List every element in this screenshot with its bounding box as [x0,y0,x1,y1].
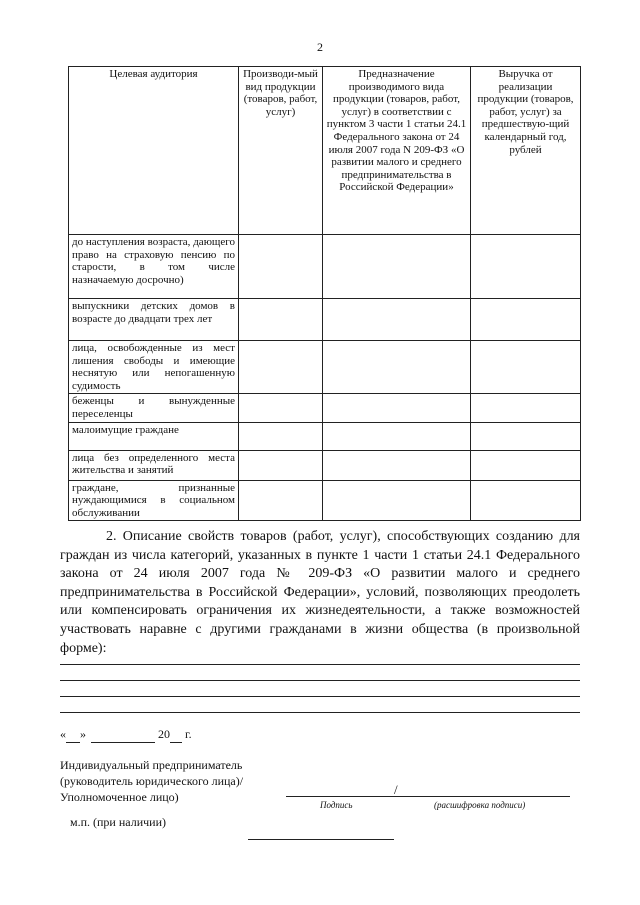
table-row [69,299,581,341]
category-cell: граждане, признанные нуждающимися в социальном обслуживании [69,480,239,521]
section-2-description: 2. Описание свойств товаров (работ, услуг), способствующих созданию для граждан из числа категорий, указанных в пункте 1 части 1 статьи 24.1 Федерального закона от 24 июля 2007 года № 209-ФЗ «О развитии малого и среднего предпринимательства в Российской Федерации», условий, позволяющих преодолеть или компенсировать ограничения их жизнедеятельности, а также возможностей участвовать наравне с другими гражданами в жизни общества (в произвольной форме): [60,529,580,656]
year-prefix: 20 [158,727,170,741]
signer-line-1: Индивидуальный предприниматель [60,758,243,772]
empty-cell[interactable] [323,450,471,480]
answer-line[interactable] [60,664,580,665]
empty-cell[interactable] [239,341,323,394]
header-product-purpose: Предназначение производимого вида продукции (товаров, работ, услуг) в соответствии с пунктом 3 части 1 статьи 24.1 Федерального закона от 24 июля 2007 года N 209-ФЗ «О развитии малого и среднего предпринимательства в Российской Федерации» [323,67,471,235]
header-target-audience: Целевая аудитория [69,67,239,235]
signature-caption: Подпись [320,800,353,810]
category-cell: беженцы и вынужденные переселенцы [69,394,239,422]
target-audience-table [68,66,581,521]
table-row [69,341,581,394]
table-row [69,235,581,299]
category-cell: малоимущие граждане [69,422,239,450]
empty-cell[interactable] [471,341,581,394]
signature-slash: / [394,782,398,797]
stamp-line [248,839,394,840]
empty-cell[interactable] [239,480,323,521]
empty-cell[interactable] [323,341,471,394]
table-row [69,480,581,521]
empty-cell[interactable] [239,450,323,480]
empty-cell[interactable] [323,422,471,450]
empty-cell[interactable] [239,235,323,299]
date-open-quote: « [60,727,66,741]
signature-line[interactable] [286,796,570,797]
empty-cell[interactable] [471,422,581,450]
date-field [60,727,192,743]
table-row [69,394,581,422]
category-cell: лица, освобожденные из мест лишения свободы и имеющие неснятую или непогашенную судимость [69,341,239,394]
empty-cell[interactable] [471,299,581,341]
header-product-type: Производи-мый вид продукции (товаров, работ, услуг) [239,67,323,235]
answer-line[interactable] [60,696,580,697]
empty-cell[interactable] [239,422,323,450]
day-blank[interactable] [66,727,80,743]
date-close-quote: » [80,727,86,741]
empty-cell[interactable] [471,450,581,480]
empty-cell[interactable] [471,235,581,299]
empty-cell[interactable] [323,235,471,299]
answer-line[interactable] [60,712,580,713]
empty-cell[interactable] [323,299,471,341]
category-cell: выпускники детских домов в возрасте до двадцати трех лет [69,299,239,341]
signer-line-2: (руководитель юридического лица)/ [60,774,244,788]
empty-cell[interactable] [323,480,471,521]
header-revenue: Выручка от реализации продукции (товаров, работ, услуг) за предшествую-щий календарный год, рублей [471,67,581,235]
signer-line-3: Уполномоченное лицо) [60,790,179,804]
signature-decoding-caption: (расшифровка подписи) [434,800,526,810]
empty-cell[interactable] [471,394,581,422]
signer-block [60,757,320,805]
category-cell: до наступления возраста, дающего право на страховую пенсию по старости, в том числе назначаемую досрочно) [69,235,239,299]
page-number: 2 [317,40,323,54]
empty-cell[interactable] [323,394,471,422]
table-row [69,422,581,450]
table-row [69,450,581,480]
stamp-label: м.п. (при наличии) [70,815,166,829]
year-blank[interactable] [170,727,182,743]
empty-cell[interactable] [471,480,581,521]
category-cell: лица без определенного места жительства и занятий [69,450,239,480]
month-blank[interactable] [91,727,155,743]
empty-cell[interactable] [239,394,323,422]
year-suffix: г. [182,727,192,741]
answer-line[interactable] [60,680,580,681]
empty-cell[interactable] [239,299,323,341]
